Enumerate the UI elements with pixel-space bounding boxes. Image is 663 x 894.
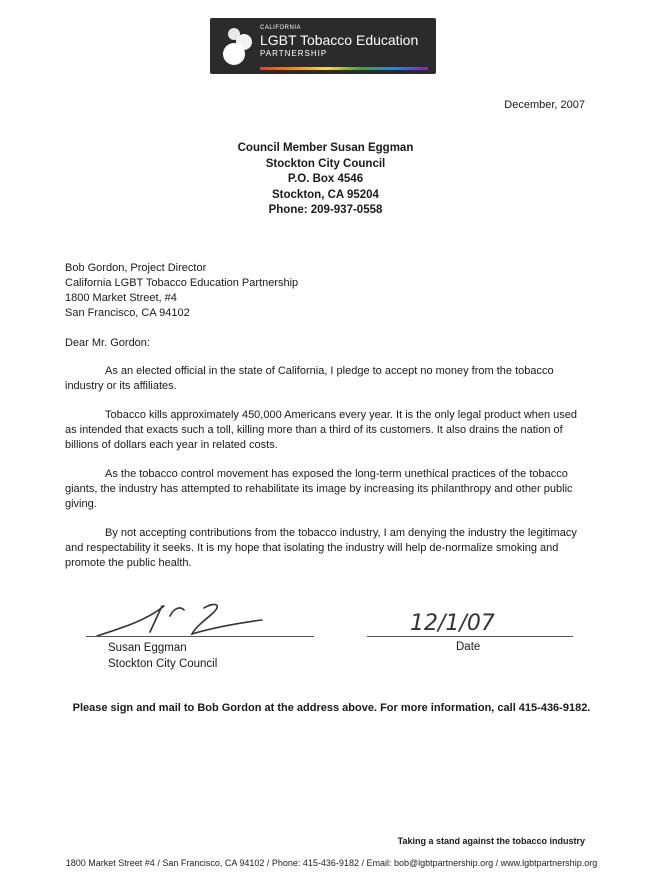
recipient-line: Council Member Susan Eggman — [237, 142, 414, 154]
sender-line: San Francisco, CA 94102 — [65, 307, 190, 319]
letter-body — [65, 364, 585, 585]
recipient-line: Phone: 209-937-0558 — [268, 204, 383, 216]
body-paragraph: As the tobacco control movement has exposed the long-term unethical practices of the tobacco giants, the industry has attempted to rehabilitate its image by increasing its philanthropy and other public giving. — [65, 468, 573, 510]
letter-date: December, 2007 — [504, 99, 585, 111]
sender-line: 1800 Market Street, #4 — [65, 292, 177, 304]
tagline: Taking a stand against the tobacco industry — [397, 836, 585, 846]
date-line — [367, 636, 573, 637]
logo-rainbow-bar — [260, 67, 428, 70]
body-paragraph: Tobacco kills approximately 450,000 Americans every year. It is the only legal product when used as intended that exacts such a toll, killing more than a third of its customers. It also drains the nation of billions of dollars each year in related costs. — [65, 409, 578, 451]
logo-circles-icon — [220, 24, 260, 68]
handwritten-date — [408, 606, 538, 636]
body-paragraph: By not accepting contributions from the tobacco industry, I am denying the industry the legitimacy and respectability it seeks. It is my hope that isolating the industry will help de-normalize smoking and promote the public health. — [65, 527, 577, 569]
logo-state: CALIFORNIA — [260, 25, 302, 31]
mail-instruction: Please sign and mail to Bob Gordon at the address above. For more information, call 415-436-9182. — [72, 702, 591, 714]
signer-title: Stockton City Council — [108, 658, 218, 670]
signer-block — [108, 640, 217, 672]
sender-address — [65, 261, 298, 321]
partnership-logo — [210, 18, 436, 74]
recipient-line: Stockton, CA 95204 — [272, 188, 379, 201]
handwritten-date-text: 12/1/07 — [410, 611, 495, 636]
recipient-line: Stockton City Council — [265, 157, 386, 170]
signature-line — [86, 636, 314, 637]
logo-text — [260, 24, 418, 59]
sender-line: Bob Gordon, Project Director — [65, 262, 207, 274]
logo-partnership: PARTNERSHIP — [260, 49, 328, 58]
date-label: Date — [456, 641, 481, 653]
body-paragraph: As an elected official in the state of California, I pledge to accept no money from the tobacco industry or its affiliates. — [65, 365, 554, 392]
logo-name: LGBT Tobacco Education — [260, 32, 419, 48]
recipient-line: P.O. Box 4546 — [287, 173, 364, 185]
sender-line: California LGBT Tobacco Education Partnership — [65, 277, 299, 289]
recipient-address — [0, 141, 651, 219]
signer-name: Susan Eggman — [108, 642, 187, 654]
footer-contact: 1800 Market Street #4 / San Francisco, CA 94102 / Phone: 415-436-9182 / Email: bob@lgbtpartnership.org / www.lgbtpartnership.org — [65, 858, 598, 868]
salutation: Dear Mr. Gordon: — [65, 337, 150, 349]
